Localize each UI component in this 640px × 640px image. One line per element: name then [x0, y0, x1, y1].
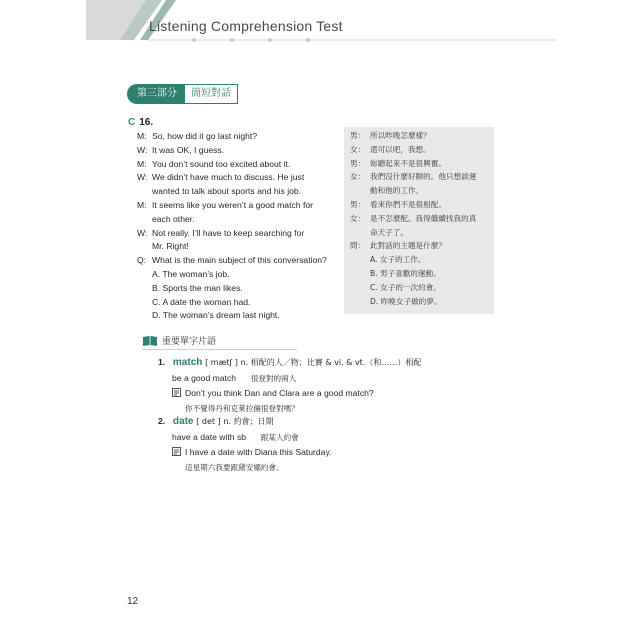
- speaker: 女：: [350, 144, 366, 154]
- dialog-line: [137, 130, 347, 144]
- definition: n. 約會；日期: [223, 417, 274, 426]
- page-number: 12: [127, 596, 139, 607]
- translation-line: [350, 226, 490, 240]
- section-tag: [127, 84, 238, 104]
- speaker: 問：: [350, 241, 366, 251]
- translation-panel: [344, 127, 494, 314]
- dialog-text: So, how did it go last night?: [152, 131, 258, 141]
- vocab-word: match: [172, 357, 203, 368]
- speaker: W:: [137, 227, 148, 238]
- phrase-translation: 跟某人約會: [260, 432, 299, 442]
- question-text: What is the main subject of this conversation?: [152, 255, 327, 266]
- dialog-line: [137, 227, 347, 241]
- dialog-line: [137, 144, 347, 158]
- translation-text: 此對話的主題是什麼？: [370, 241, 446, 251]
- speaker: [350, 226, 370, 240]
- speaker: M:: [137, 158, 147, 169]
- vocab-entry: [158, 355, 421, 416]
- example-icon: [172, 447, 181, 456]
- dialog-line: [137, 185, 347, 199]
- dialog-line: [137, 158, 347, 172]
- translation-line: [350, 157, 490, 171]
- example-translation: 這星期六我要跟黛安娜約會。: [185, 462, 284, 472]
- speaker: [137, 240, 152, 254]
- pronunciation: [ mætʃ ]: [205, 358, 238, 367]
- dialog-text: We didn’t have much to discuss. He just: [152, 172, 305, 183]
- speaker: W:: [137, 172, 148, 183]
- question-number: 16.: [139, 117, 154, 128]
- answer-option: B. Sports the man likes.: [152, 282, 243, 293]
- translation-text: 動和他的工作。: [370, 186, 424, 196]
- translation-text: 看來你們不是很相配。: [370, 199, 446, 209]
- speaker: W:: [137, 144, 148, 155]
- dialog-text: Mr. Right!: [152, 241, 189, 252]
- answer-option: D. The woman’s dream last night.: [152, 310, 280, 321]
- entry-number: 1.: [158, 357, 166, 367]
- speaker: 男：: [350, 199, 366, 209]
- speaker: 男：: [350, 158, 366, 168]
- question-line: [137, 254, 347, 268]
- translation-line: [350, 198, 490, 212]
- dialog-transcript: [137, 130, 347, 323]
- translation-text: 我們沒什麼好聊的。他只想談運: [370, 172, 477, 182]
- speaker: Q:: [137, 255, 147, 266]
- example-sentence: Don’t you think Dan and Clara are a good match?: [185, 388, 374, 398]
- translation-text: 是不怎麼配。我得繼續找我的真: [370, 213, 477, 223]
- translation-option: A. 女子的工作。: [370, 255, 426, 265]
- section-part-label: 第三部分: [127, 84, 185, 104]
- pronunciation: [ det ]: [196, 417, 221, 426]
- divider: [142, 349, 297, 350]
- phrase: have a date with sb: [172, 431, 247, 442]
- translation-line: [350, 129, 490, 143]
- dialog-text: You don’t sound too excited about it.: [152, 158, 291, 169]
- dialog-text: It was OK, I guess.: [152, 144, 225, 155]
- translation-line: [350, 143, 490, 157]
- dialog-text: Not really. I’ll have to keep searching for: [152, 227, 305, 238]
- speaker: [350, 184, 370, 198]
- vocab-word: date: [172, 416, 194, 427]
- header-dots-decoration: [150, 38, 320, 46]
- dialog-line: [137, 171, 347, 185]
- entry-number: 2.: [158, 416, 166, 426]
- translation-line: [350, 184, 490, 198]
- example-icon: [172, 388, 181, 397]
- definition: n. 相配的人／物；比賽 & vi. & vt.（和……）相配: [240, 358, 422, 367]
- speaker: 女：: [350, 172, 366, 182]
- translation-question-line: [350, 239, 490, 253]
- header-title: Listening Comprehension Test: [149, 18, 343, 34]
- phrase-translation: 很登對的兩人: [250, 373, 297, 383]
- vocab-entry: [158, 414, 332, 475]
- phrase: be a good match: [172, 372, 237, 383]
- speaker: M:: [137, 131, 147, 141]
- example-translation: 你不覺得丹和克萊拉倆很登對嗎？: [185, 403, 299, 413]
- dialog-line: [137, 240, 347, 254]
- answer-letter: C: [128, 117, 136, 128]
- dialog-text: each other.: [152, 213, 195, 224]
- book-icon: [142, 335, 158, 347]
- translation-text: 妳聽起來不是很興奮。: [370, 158, 446, 168]
- question-header: [128, 117, 153, 128]
- speaker: M:: [137, 199, 147, 210]
- vocab-title-text: 重要單字片語: [162, 337, 217, 347]
- translation-text: 所以昨晚怎麼樣？: [370, 131, 431, 140]
- section-name-label: 簡短對話: [185, 84, 238, 104]
- translation-option: C. 女子的一次約會。: [370, 282, 441, 292]
- speaker: [137, 185, 152, 199]
- translation-option: B. 男子喜歡的運動。: [370, 268, 441, 278]
- answer-option: C. A date the woman had.: [152, 296, 251, 307]
- example-sentence: I have a date with Diana this Saturday.: [185, 447, 332, 457]
- answer-option: A. The woman’s job.: [152, 268, 230, 279]
- translation-text: 命天子了。: [370, 227, 408, 237]
- vocab-section-title: [142, 334, 216, 347]
- speaker: 男：: [350, 131, 366, 140]
- translation-text: 還可以吧，我想。: [370, 144, 431, 154]
- dialog-line: [137, 213, 347, 227]
- dialog-text: wanted to talk about sports and his job.: [152, 186, 302, 197]
- speaker: 女：: [350, 213, 366, 223]
- translation-line: [350, 170, 490, 184]
- dialog-line: [137, 199, 347, 213]
- translation-option: D. 昨晚女子做的夢。: [370, 296, 442, 306]
- speaker: [137, 213, 152, 227]
- translation-line: [350, 212, 490, 226]
- dialog-text: It seems like you weren’t a good match for: [152, 199, 313, 210]
